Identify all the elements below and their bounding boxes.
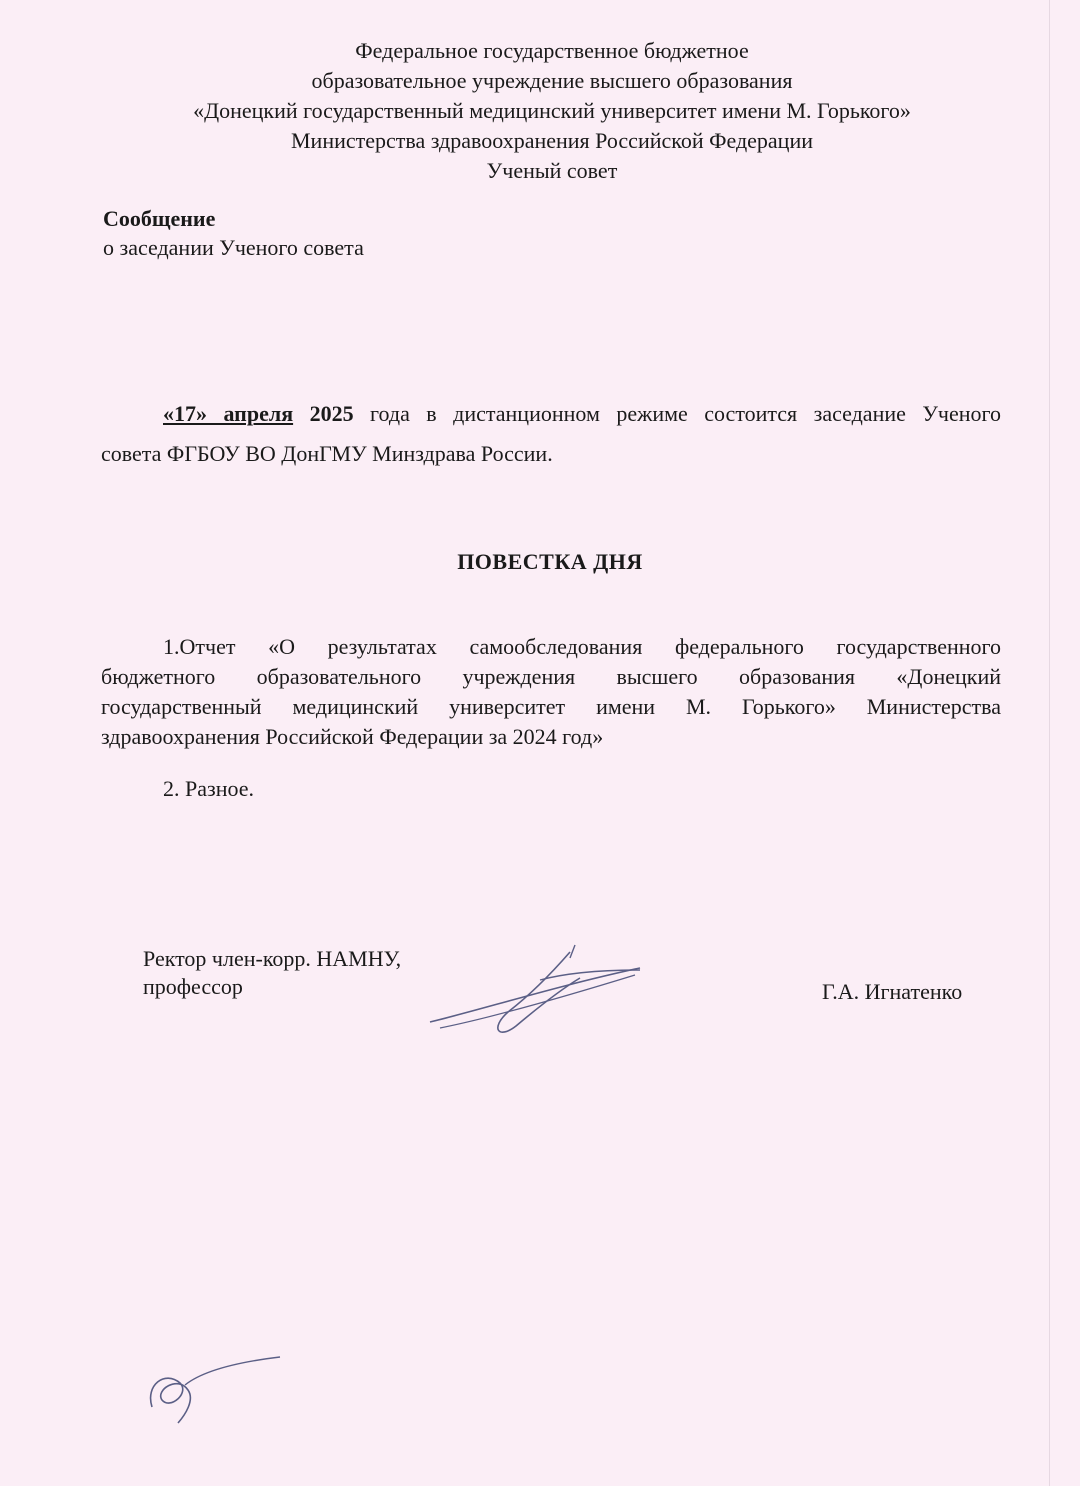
signatory-name: Г.А. Игнатенко bbox=[822, 979, 963, 1004]
message-subtitle: о заседании Ученого совета bbox=[103, 235, 364, 260]
signatory-position-line-2: профессор bbox=[143, 974, 243, 999]
signatory-position bbox=[143, 945, 401, 1001]
header-line-1: Федеральное государственное бюджетное bbox=[355, 38, 749, 63]
agenda-item-2: 2. Разное. bbox=[163, 776, 254, 801]
agenda-item-1-line-4: здравоохранения Российской Федерации за 2024 год» bbox=[101, 724, 604, 749]
agenda-title: ПОВЕСТКА ДНЯ bbox=[457, 549, 643, 574]
institution-header bbox=[0, 36, 1080, 186]
announcement-text-1: года в дистанционном режиме состоится заседание Ученого bbox=[370, 401, 1001, 426]
scan-edge-line bbox=[1049, 0, 1050, 1486]
header-line-5: Ученый совет bbox=[486, 158, 618, 183]
announcement-line-1 bbox=[101, 394, 1001, 434]
announcement-line-2: совета ФГБОУ ВО ДонГМУ Минздрава России. bbox=[101, 441, 553, 466]
handwritten-signature bbox=[420, 940, 650, 1040]
header-line-2: образовательное учреждение высшего образования bbox=[311, 68, 793, 93]
meeting-date: «17» апреля bbox=[163, 401, 294, 426]
agenda-item-1-line-2: бюджетного образовательного учреждения высшего образования «Донецкий bbox=[101, 664, 1001, 689]
agenda-item-1-line-3: государственный медицинский университет имени М. Горького» Министерства bbox=[101, 694, 1001, 719]
signatory-position-line-1: Ректор член-корр. НАМНУ, bbox=[143, 946, 402, 971]
header-line-3: «Донецкий государственный медицинский университет имени М. Горького» bbox=[193, 98, 911, 123]
agenda-item-1-line-1: 1.Отчет «О результатах самообследования федерального государственного bbox=[163, 634, 1001, 659]
message-title: Сообщение bbox=[103, 206, 216, 231]
header-line-4: Министерства здравоохранения Российской Федерации bbox=[291, 128, 813, 153]
meeting-year: 2025 bbox=[309, 401, 354, 426]
handwritten-initials bbox=[140, 1355, 290, 1425]
agenda-item-1 bbox=[101, 632, 1001, 752]
announcement-paragraph bbox=[101, 394, 1001, 474]
